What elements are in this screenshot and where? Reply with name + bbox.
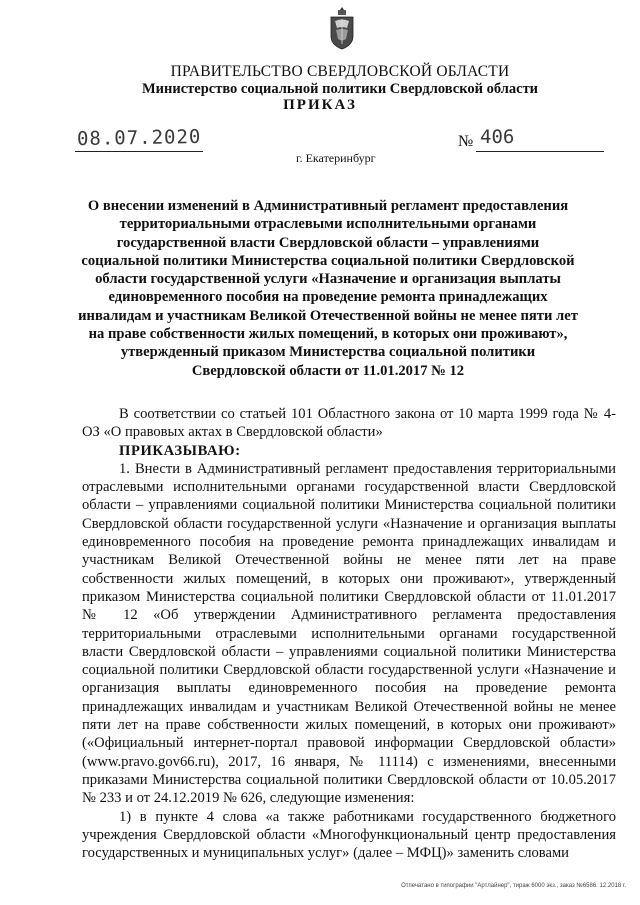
number-underline [476,151,604,152]
order-title: О внесении изменений в Административный регламент предоставления территориальными отраслевыми исполнительными органами государственной власти Свердловской области – управлениями социальной политики Министерства социальной политики Свердловской области государственной услуги «Назначение и организация выплаты единовременного пособия на проведение ремонта принадлежащих инвалидам и участникам Великой Отечественной войны не менее пяти лет на праве собственности жилых помещений, в которых они проживают», утвержденный приказом Министерства социальной политики Свердловской области от 11.01.2017 № 12 [78,198,578,379]
coat-of-arms-icon [328,6,356,50]
number-label: № [458,133,474,150]
handwritten-number: 406 [480,126,515,148]
ministry-title: Министерство социальной политики Свердловской области [141,81,539,97]
government-title: ПРАВИТЕЛЬСТВО СВЕРДЛОВСКОЙ ОБЛАСТИ [170,63,510,80]
item-1-1-paragraph: 1) в пункте 4 слова «а также работниками государственного бюджетного учреждения Свердловской области «Многофункциональный центр предоставления государственных и муниципальных услуг» (далее – МФЦ)» заменить словами [82,808,616,862]
item-1-paragraph: 1. Внести в Административный регламент предоставления территориальными отраслевыми исполнительными органами государственной власти Свердловской области – управлениями социальной политики Министерства социальной политики Свердловской области государственной услуги «Назначение и организация выплаты единовременного пособия на проведение ремонта принадлежащих инвалидам и участникам Великой Отечественной войны не менее пяти лет на праве собственности жилых помещений, в которых они проживают», утвержденный приказом Министерства социальной политики Свердловской области от 11.01.2017 № 12 «Об утверждении Административного регламента предоставления территориальными отраслевыми исполнительными органами государственной власти Свердловской области – управлениями социальной политики Министерства социальной политики Свердловской области государственной услуги «Назначение и организация выплаты единовременного пособия на проведение ремонта принадлежащих инвалидам и участникам Великой Отечественной войны не менее пяти лет на праве собственности жилых помещений, в которых они проживают» («Официальный интернет-портал правовой информации Свердловской области» (www.pravo.gov66.ru), 2017, 16 января, № 11114) с изменениями, внесенными приказами Министерства социальной политики Свердловской области от 10.05.2017 № 233 и от 24.12.2019 № 626, следующие изменения: [82,460,616,807]
handwritten-date: 08.07.2020 [76,125,202,151]
document-type: ПРИКАЗ [283,97,357,113]
preamble-paragraph: В соответствии со статьей 101 Областного закона от 10 марта 1999 года № 4-ОЗ «О правовых актах в Свердловской области» [82,406,616,441]
city-line: г. Екатеринбург [296,151,376,165]
date-underline [75,151,203,152]
print-footer: Отпечатано в типографии "Артлайнер", тираж 6000 экз., заказ №6586. 12.2018 г. [401,882,626,890]
order-body [82,405,616,862]
orders-heading: ПРИКАЗЫВАЮ: [119,442,241,459]
